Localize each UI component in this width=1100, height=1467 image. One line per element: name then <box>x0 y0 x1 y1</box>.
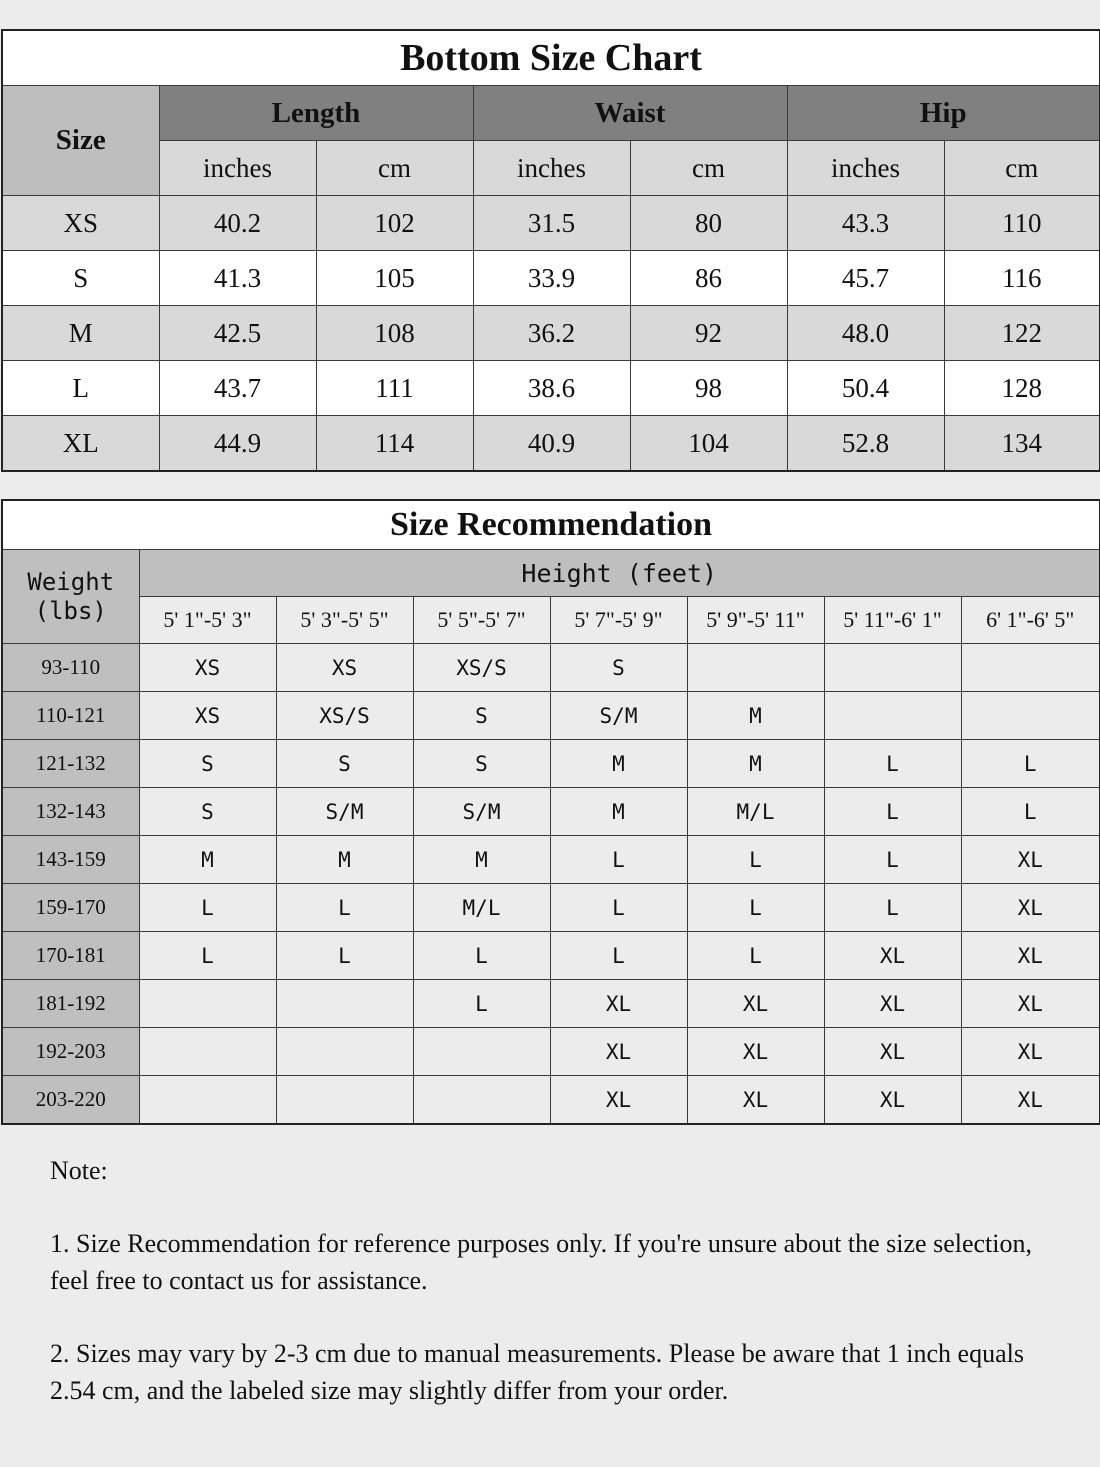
recommended-size-cell <box>413 1028 550 1076</box>
unit-header: inches <box>787 141 944 196</box>
recommendation-row <box>2 1028 1100 1076</box>
recommended-size-cell: M <box>687 692 824 740</box>
height-range-header: 5' 9"-5' 11" <box>687 597 824 644</box>
recommended-size-cell: M <box>413 836 550 884</box>
recommended-size-cell: XL <box>687 1028 824 1076</box>
size-recommendation-title: Size Recommendation <box>2 500 1100 550</box>
recommended-size-cell: XL <box>550 980 687 1028</box>
recommended-size-cell <box>961 692 1100 740</box>
weight-range-cell: 181-192 <box>2 980 139 1028</box>
recommended-size-cell: L <box>413 980 550 1028</box>
waist-group-header: Waist <box>473 86 787 141</box>
height-range-header: 6' 1"-6' 5" <box>961 597 1100 644</box>
measurement-cell: 36.2 <box>473 306 630 361</box>
recommendation-row <box>2 644 1100 692</box>
measurement-cell: 48.0 <box>787 306 944 361</box>
measurement-cell: 52.8 <box>787 416 944 472</box>
recommended-size-cell: M <box>687 740 824 788</box>
measurement-cell: 41.3 <box>159 251 316 306</box>
unit-header: inches <box>159 141 316 196</box>
recommended-size-cell: S <box>139 788 276 836</box>
recommended-size-cell: XL <box>961 932 1100 980</box>
note-item: 1. Size Recommendation for reference purposes only. If you're unsure about the size selection, feel free to contact us for assistance. <box>50 1229 1032 1295</box>
size-row <box>2 196 1100 251</box>
weight-range-cell: 203-220 <box>2 1076 139 1125</box>
measurement-cell: 31.5 <box>473 196 630 251</box>
height-range-header: 5' 5"-5' 7" <box>413 597 550 644</box>
weight-column-header <box>2 550 139 644</box>
recommended-size-cell: XS <box>139 692 276 740</box>
recommended-size-cell: XS <box>139 644 276 692</box>
measurement-cell: 114 <box>316 416 473 472</box>
weight-range-cell: 170-181 <box>2 932 139 980</box>
measurement-cell: 128 <box>944 361 1100 416</box>
recommended-size-cell: S <box>550 644 687 692</box>
recommended-size-cell: XL <box>961 980 1100 1028</box>
note-item: 2. Sizes may vary by 2-3 cm due to manual measurements. Please be aware that 1 inch equals 2.54 cm, and the labeled size may slightly differ from your order. <box>50 1339 1024 1405</box>
recommended-size-cell: L <box>276 884 413 932</box>
recommended-size-cell: L <box>139 884 276 932</box>
recommended-size-cell <box>687 644 824 692</box>
measurement-cell: 122 <box>944 306 1100 361</box>
measurement-cell: 108 <box>316 306 473 361</box>
weight-range-cell: 132-143 <box>2 788 139 836</box>
recommended-size-cell: M/L <box>687 788 824 836</box>
measurement-cell: 40.9 <box>473 416 630 472</box>
size-row <box>2 251 1100 306</box>
recommended-size-cell: XL <box>824 980 961 1028</box>
hip-group-header: Hip <box>787 86 1100 141</box>
recommended-size-cell: S <box>276 740 413 788</box>
size-row <box>2 416 1100 472</box>
recommended-size-cell: L <box>961 788 1100 836</box>
unit-header: cm <box>630 141 787 196</box>
recommended-size-cell <box>139 980 276 1028</box>
recommended-size-cell: L <box>276 932 413 980</box>
size-recommendation-table <box>1 499 1100 1125</box>
recommended-size-cell: XL <box>824 932 961 980</box>
recommended-size-cell: XL <box>961 884 1100 932</box>
recommendation-row <box>2 788 1100 836</box>
recommended-size-cell: XL <box>961 1028 1100 1076</box>
recommended-size-cell: S/M <box>276 788 413 836</box>
recommended-size-cell: XL <box>687 980 824 1028</box>
height-range-header: 5' 1"-5' 3" <box>139 597 276 644</box>
measurement-cell: 86 <box>630 251 787 306</box>
measurement-cell: 43.7 <box>159 361 316 416</box>
recommended-size-cell: S/M <box>413 788 550 836</box>
recommended-size-cell <box>413 1076 550 1125</box>
size-row <box>2 306 1100 361</box>
recommended-size-cell <box>139 1076 276 1125</box>
recommended-size-cell: S <box>139 740 276 788</box>
unit-header: inches <box>473 141 630 196</box>
size-chart-title: Bottom Size Chart <box>2 30 1100 86</box>
recommended-size-cell <box>276 1028 413 1076</box>
recommended-size-cell: XS <box>276 644 413 692</box>
recommended-size-cell <box>139 1028 276 1076</box>
weight-range-cell: 143-159 <box>2 836 139 884</box>
measurement-cell: 116 <box>944 251 1100 306</box>
measurement-cell: 42.5 <box>159 306 316 361</box>
weight-range-cell: 110-121 <box>2 692 139 740</box>
weight-range-cell: 93-110 <box>2 644 139 692</box>
notes-heading: Note: <box>50 1156 108 1185</box>
measurement-cell: 44.9 <box>159 416 316 472</box>
recommended-size-cell: L <box>824 836 961 884</box>
recommended-size-cell: L <box>550 836 687 884</box>
measurement-cell: 43.3 <box>787 196 944 251</box>
recommended-size-cell: L <box>139 932 276 980</box>
measurement-cell: 40.2 <box>159 196 316 251</box>
measurement-cell: 80 <box>630 196 787 251</box>
recommendation-row <box>2 692 1100 740</box>
bottom-size-chart-table <box>1 29 1100 472</box>
weight-range-cell: 159-170 <box>2 884 139 932</box>
recommended-size-cell: L <box>413 932 550 980</box>
recommended-size-cell: M/L <box>413 884 550 932</box>
measurement-cell: 98 <box>630 361 787 416</box>
recommended-size-cell: M <box>550 788 687 836</box>
recommended-size-cell: XS/S <box>413 644 550 692</box>
recommended-size-cell: L <box>550 932 687 980</box>
recommended-size-cell: XL <box>550 1076 687 1125</box>
unit-header: cm <box>316 141 473 196</box>
recommended-size-cell: L <box>824 740 961 788</box>
recommended-size-cell: L <box>824 788 961 836</box>
weight-header-label: Weight <box>27 567 115 596</box>
measurement-cell: 104 <box>630 416 787 472</box>
unit-header: cm <box>944 141 1100 196</box>
recommended-size-cell <box>276 980 413 1028</box>
size-label-cell: XS <box>2 196 159 251</box>
recommended-size-cell <box>824 644 961 692</box>
height-range-header: 5' 3"-5' 5" <box>276 597 413 644</box>
measurement-cell: 105 <box>316 251 473 306</box>
size-row <box>2 361 1100 416</box>
measurement-cell: 45.7 <box>787 251 944 306</box>
size-label-cell: L <box>2 361 159 416</box>
recommended-size-cell: M <box>139 836 276 884</box>
size-label-cell: XL <box>2 416 159 472</box>
recommendation-row <box>2 884 1100 932</box>
size-column-header: Size <box>2 86 159 196</box>
recommendation-row <box>2 1076 1100 1125</box>
measurement-cell: 134 <box>944 416 1100 472</box>
recommended-size-cell: XL <box>961 1076 1100 1125</box>
weight-range-cell: 192-203 <box>2 1028 139 1076</box>
recommended-size-cell <box>961 644 1100 692</box>
height-range-header: 5' 7"-5' 9" <box>550 597 687 644</box>
recommended-size-cell <box>824 692 961 740</box>
recommendation-row <box>2 932 1100 980</box>
recommended-size-cell: S <box>413 740 550 788</box>
measurement-cell: 50.4 <box>787 361 944 416</box>
recommendation-row <box>2 836 1100 884</box>
notes-section <box>50 1152 1050 1409</box>
recommended-size-cell <box>276 1076 413 1125</box>
recommended-size-cell: L <box>687 932 824 980</box>
recommended-size-cell: XL <box>824 1076 961 1125</box>
weight-header-unit: (lbs) <box>34 596 107 625</box>
measurement-cell: 38.6 <box>473 361 630 416</box>
recommended-size-cell: XL <box>961 836 1100 884</box>
size-recommendation-body <box>2 644 1100 1125</box>
recommended-size-cell: L <box>687 884 824 932</box>
weight-range-cell: 121-132 <box>2 740 139 788</box>
recommended-size-cell: L <box>687 836 824 884</box>
recommendation-row <box>2 740 1100 788</box>
height-range-header: 5' 11"-6' 1" <box>824 597 961 644</box>
recommended-size-cell: XL <box>550 1028 687 1076</box>
recommended-size-cell: XL <box>687 1076 824 1125</box>
recommended-size-cell: L <box>824 884 961 932</box>
measurement-cell: 110 <box>944 196 1100 251</box>
recommendation-row <box>2 980 1100 1028</box>
recommended-size-cell: M <box>550 740 687 788</box>
measurement-cell: 111 <box>316 361 473 416</box>
measurement-cell: 102 <box>316 196 473 251</box>
measurement-cell: 92 <box>630 306 787 361</box>
recommended-size-cell: S/M <box>550 692 687 740</box>
recommended-size-cell: M <box>276 836 413 884</box>
size-label-cell: S <box>2 251 159 306</box>
recommended-size-cell: L <box>961 740 1100 788</box>
recommended-size-cell: S <box>413 692 550 740</box>
length-group-header: Length <box>159 86 473 141</box>
recommended-size-cell: XL <box>824 1028 961 1076</box>
height-group-header: Height (feet) <box>139 550 1100 597</box>
size-chart-body <box>2 196 1100 472</box>
recommended-size-cell: L <box>550 884 687 932</box>
measurement-cell: 33.9 <box>473 251 630 306</box>
recommended-size-cell: XS/S <box>276 692 413 740</box>
size-label-cell: M <box>2 306 159 361</box>
height-range-row <box>2 597 1100 644</box>
